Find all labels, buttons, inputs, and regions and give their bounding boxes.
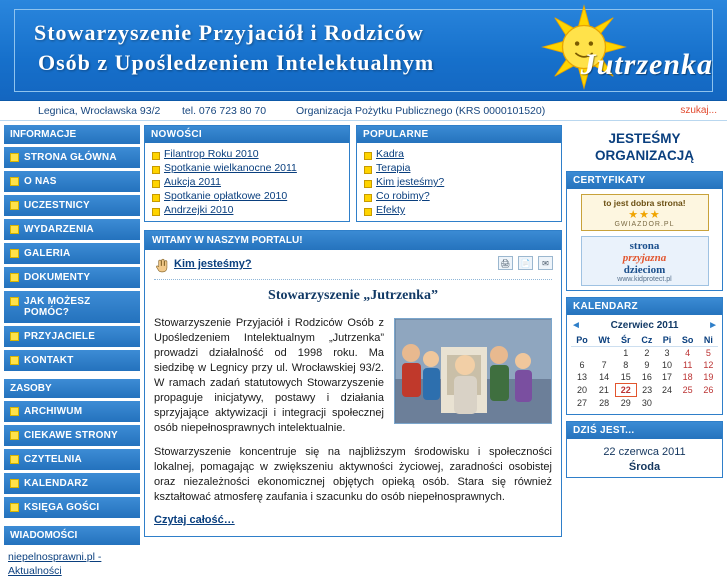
- calendar-week-row: [571, 347, 718, 360]
- calendar-box: [566, 297, 723, 415]
- calendar-week-row: [571, 384, 718, 397]
- calendar-week-row: [571, 359, 718, 371]
- popular-item-label: Kim jesteśmy?: [376, 176, 445, 188]
- calendar-cell[interactable]: 8: [623, 360, 629, 370]
- calendar-day-header: Pi: [657, 334, 676, 347]
- news-item[interactable]: [150, 161, 344, 175]
- sidebar-item-przyjaciele[interactable]: PRZYJACIELE: [4, 326, 140, 347]
- calendar-cell[interactable]: 4: [685, 348, 691, 358]
- calendar-cell[interactable]: 3: [664, 348, 670, 358]
- calendar-week-row: [571, 371, 718, 384]
- site-header: [0, 0, 727, 101]
- calendar-cell[interactable]: 10: [662, 360, 673, 370]
- calendar-cell[interactable]: 21: [598, 385, 609, 395]
- calendar-cell[interactable]: 23: [642, 385, 653, 395]
- sidebar-item-dokumenty[interactable]: DOKUMENTY: [4, 267, 140, 288]
- calendar-cell[interactable]: 30: [641, 397, 652, 408]
- article-body: [145, 250, 561, 536]
- sidebar-item-uczestnicy[interactable]: UCZESTNICY: [4, 195, 140, 216]
- content-center: [144, 125, 562, 543]
- main-area: [0, 121, 727, 577]
- pdf-icon[interactable]: 📄: [518, 256, 533, 270]
- calendar-month-label: Czerwiec 2011: [610, 320, 679, 331]
- calendar-header-row: [571, 334, 718, 347]
- calendar-cell[interactable]: 15: [620, 372, 631, 382]
- email-icon[interactable]: ✉: [538, 256, 553, 270]
- calendar-cell[interactable]: 17: [662, 372, 673, 383]
- sidebar-left: [4, 125, 140, 580]
- calendar-cell[interactable]: 18: [682, 372, 693, 383]
- calendar-cell[interactable]: 9: [644, 360, 650, 370]
- calendar-cell[interactable]: 20: [577, 385, 588, 395]
- article-heading: Stowarzyszenie „Jutrzenka”: [268, 288, 438, 303]
- popular-item[interactable]: [362, 203, 556, 217]
- calendar-nav-row: [571, 318, 718, 334]
- sidebar-item-galeria[interactable]: GALERIA: [4, 243, 140, 264]
- article-link-row[interactable]: [154, 258, 552, 274]
- certificate-gwiazdor-domain: GWIAZDOR.PL: [614, 221, 675, 228]
- sidebar-item-o-nas[interactable]: O NAS: [4, 171, 140, 192]
- search-link[interactable]: szukaj...: [680, 105, 717, 116]
- news-item[interactable]: [150, 147, 344, 161]
- sidebar-header-informacje: INFORMACJE: [4, 125, 140, 144]
- calendar-day-header: Po: [571, 334, 593, 347]
- calendar-title: KALENDARZ: [567, 298, 722, 315]
- popular-box: [356, 125, 562, 222]
- news-box-title: NOWOŚCI: [145, 126, 349, 143]
- page-title: [34, 18, 434, 78]
- article-box: [144, 230, 562, 537]
- calendar-cell[interactable]: 13: [577, 372, 588, 383]
- sidebar-item-wydarzenia[interactable]: WYDARZENIA: [4, 219, 140, 240]
- calendar-cell[interactable]: 25: [682, 385, 693, 395]
- popular-item-label: Terapia: [376, 162, 411, 174]
- certificate-gwiazdor[interactable]: [581, 194, 709, 231]
- calendar-cell: [677, 397, 699, 410]
- today-weekday: Środa: [628, 461, 661, 473]
- org-krs: Organizacja Pożytku Publicznego (KRS 0000101520): [296, 105, 546, 117]
- sidebar-item-ksiega-gosci[interactable]: KSIĘGA GOŚCI: [4, 497, 140, 518]
- divider: [154, 279, 552, 280]
- sidebar-item-archiwum[interactable]: ARCHIWUM: [4, 401, 140, 422]
- popular-item-label: Kadra: [376, 148, 405, 160]
- popular-item[interactable]: [362, 175, 556, 189]
- news-item-label: Spotkanie wielkanocne 2011: [164, 162, 297, 174]
- calendar-cell: [571, 347, 593, 360]
- calendar-cell-today[interactable]: 22: [615, 384, 636, 397]
- group-photo-illustration: [395, 319, 552, 424]
- calendar-cell[interactable]: 29: [620, 398, 631, 408]
- calendar-day-header: Ni: [699, 334, 718, 347]
- popular-box-title: POPULARNE: [357, 126, 561, 143]
- news-box: [144, 125, 350, 222]
- news-item-label: Andrzejki 2010: [164, 204, 234, 216]
- certificate-kidprotect-l3: dzieciom: [623, 264, 666, 276]
- calendar-day-header: Cz: [636, 334, 657, 347]
- calendar-cell[interactable]: 14: [599, 372, 610, 383]
- news-item[interactable]: [150, 175, 344, 189]
- calendar-cell[interactable]: 28: [599, 397, 610, 408]
- read-more-link[interactable]: Czytaj całość…: [154, 514, 235, 526]
- certificates-box: [566, 171, 723, 291]
- title-line-2: Osób z Upośledzeniem Intelektualnym: [38, 50, 435, 75]
- sidebar-item-kalendarz[interactable]: KALENDARZ: [4, 473, 140, 494]
- today-date: 22 czerwca 2011: [603, 446, 686, 458]
- certificate-kidprotect-domain: www.kidprotect.pl: [617, 276, 672, 283]
- info-bar: [0, 101, 727, 121]
- calendar-cell: [593, 347, 615, 360]
- news-box-body: [145, 143, 349, 221]
- print-icon[interactable]: 🖨: [498, 256, 513, 270]
- certificate-gwiazdor-title: to jest dobra strona!: [603, 198, 686, 208]
- news-item-label: Aukcja 2011: [164, 176, 222, 188]
- certificates-body: [567, 189, 722, 290]
- calendar-cell[interactable]: 26: [703, 385, 714, 395]
- news-item-label: Spotkanie opłatkowe 2010: [164, 190, 288, 202]
- news-item-label: Filantrop Roku 2010: [164, 148, 259, 160]
- today-box: [566, 421, 723, 478]
- calendar-cell[interactable]: 12: [703, 360, 714, 370]
- calendar-table: [571, 334, 718, 409]
- article-box-title: WITAMY W NASZYM PORTALU!: [145, 231, 561, 250]
- sidebar-item-ciekawe-strony[interactable]: CIEKAWE STRONY: [4, 425, 140, 446]
- article-link-title: Kim jesteśmy?: [174, 258, 252, 270]
- popular-item[interactable]: [362, 189, 556, 203]
- calendar-day-header: So: [677, 334, 699, 347]
- calendar-cell[interactable]: 1: [623, 348, 629, 358]
- popular-item[interactable]: [362, 161, 556, 175]
- hand-pointer-icon: [154, 258, 169, 273]
- org-banner-line-1: JESTEŚMY: [608, 131, 681, 146]
- sidebar-header-zasoby: ZASOBY: [4, 379, 140, 398]
- sidebar-item-czytelnia[interactable]: CZYTELNIA: [4, 449, 140, 470]
- popular-item[interactable]: [362, 147, 556, 161]
- calendar-next-button[interactable]: ►: [708, 320, 718, 331]
- certificate-kidprotect[interactable]: [581, 236, 709, 286]
- calendar-cell[interactable]: 2: [644, 348, 650, 358]
- news-item[interactable]: [150, 203, 344, 217]
- certificate-kidprotect-l1: strona: [629, 240, 660, 252]
- calendar-cell[interactable]: 16: [641, 372, 652, 383]
- sidebar-item-jak-mozesz-pomoc[interactable]: JAK MOŻESZ POMÓC?: [4, 291, 140, 323]
- today-body: [567, 439, 722, 477]
- org-phone: tel. 076 723 80 70: [182, 105, 267, 117]
- sidebar-item-kontakt[interactable]: KONTAKT: [4, 350, 140, 371]
- calendar-week-row: [571, 397, 718, 410]
- org-address: Legnica, Wrocławska 93/2: [38, 105, 161, 117]
- sidebar-news-link[interactable]: niepelnosprawni.pl - Aktualności: [8, 551, 102, 577]
- calendar-cell: [657, 397, 676, 410]
- calendar-cell[interactable]: 5: [705, 348, 711, 358]
- calendar-cell[interactable]: 19: [703, 372, 714, 383]
- article-paragraph-2: Stowarzyszenie koncentruje się na najbliższym środowisku i społeczności lokalnej, pomagając w zwiększeniu aktywności życiowej, zaradności osobistej oraz niezależności ekonomicznej objętych opieką osób. Stara się również kształtować atmosferę zaufania i szacunku do osób niepełnosprawnych.: [154, 446, 552, 503]
- news-item[interactable]: [150, 189, 344, 203]
- popular-box-body: [357, 143, 561, 221]
- calendar-day-header: Wt: [593, 334, 615, 347]
- calendar-cell[interactable]: 11: [683, 360, 693, 370]
- calendar-cell[interactable]: 6: [579, 360, 585, 370]
- today-title: DZIŚ JEST...: [567, 422, 722, 439]
- calendar-prev-button[interactable]: ◄: [571, 320, 581, 331]
- logo-text: Jutrzenka: [580, 48, 713, 81]
- sidebar-right: [566, 125, 723, 484]
- calendar-cell: [699, 397, 718, 410]
- article-paragraph-1: Stowarzyszenie Przyjaciół i Rodziców Osób z Upośledzeniem Intelektualnym „Jutrzenka” prowadzi działalność od 1998 roku. Ma siedzibę w Legnicy przy ul. Wrocławskiej 93/2. W ramach zadań statutowych Stowarzyszenie propaguje inicjatywy, postawy i działania sprzyjające aktywizacji i integracji społecznej osób niepełnosprawnych intelektualnie.: [154, 317, 384, 434]
- logo[interactable]: [519, 2, 719, 98]
- certificate-stars: ★★★: [628, 209, 661, 221]
- sidebar-header-wiadomosci: WIADOMOŚCI: [4, 526, 140, 545]
- org-banner-line-2: ORGANIZACJĄ: [594, 148, 694, 163]
- title-line-1: Stowarzyszenie Przyjaciół i Rodziców: [34, 20, 424, 45]
- calendar-day-header: Śr: [615, 334, 636, 347]
- certificates-title: CERTYFIKATY: [567, 172, 722, 189]
- article-photo: [394, 318, 552, 424]
- calendar-body: [567, 315, 722, 414]
- calendar-cell[interactable]: 24: [662, 385, 673, 395]
- calendar-cell[interactable]: 27: [577, 397, 588, 408]
- popular-item-label: Co robimy?: [376, 190, 430, 202]
- calendar-cell[interactable]: 7: [601, 360, 607, 370]
- popular-item-label: Efekty: [376, 204, 406, 216]
- sidebar-item-strona-glowna[interactable]: STRONA GŁÓWNA: [4, 147, 140, 168]
- certificate-kidprotect-l2: przyjazna: [622, 252, 667, 264]
- org-banner: [566, 125, 723, 171]
